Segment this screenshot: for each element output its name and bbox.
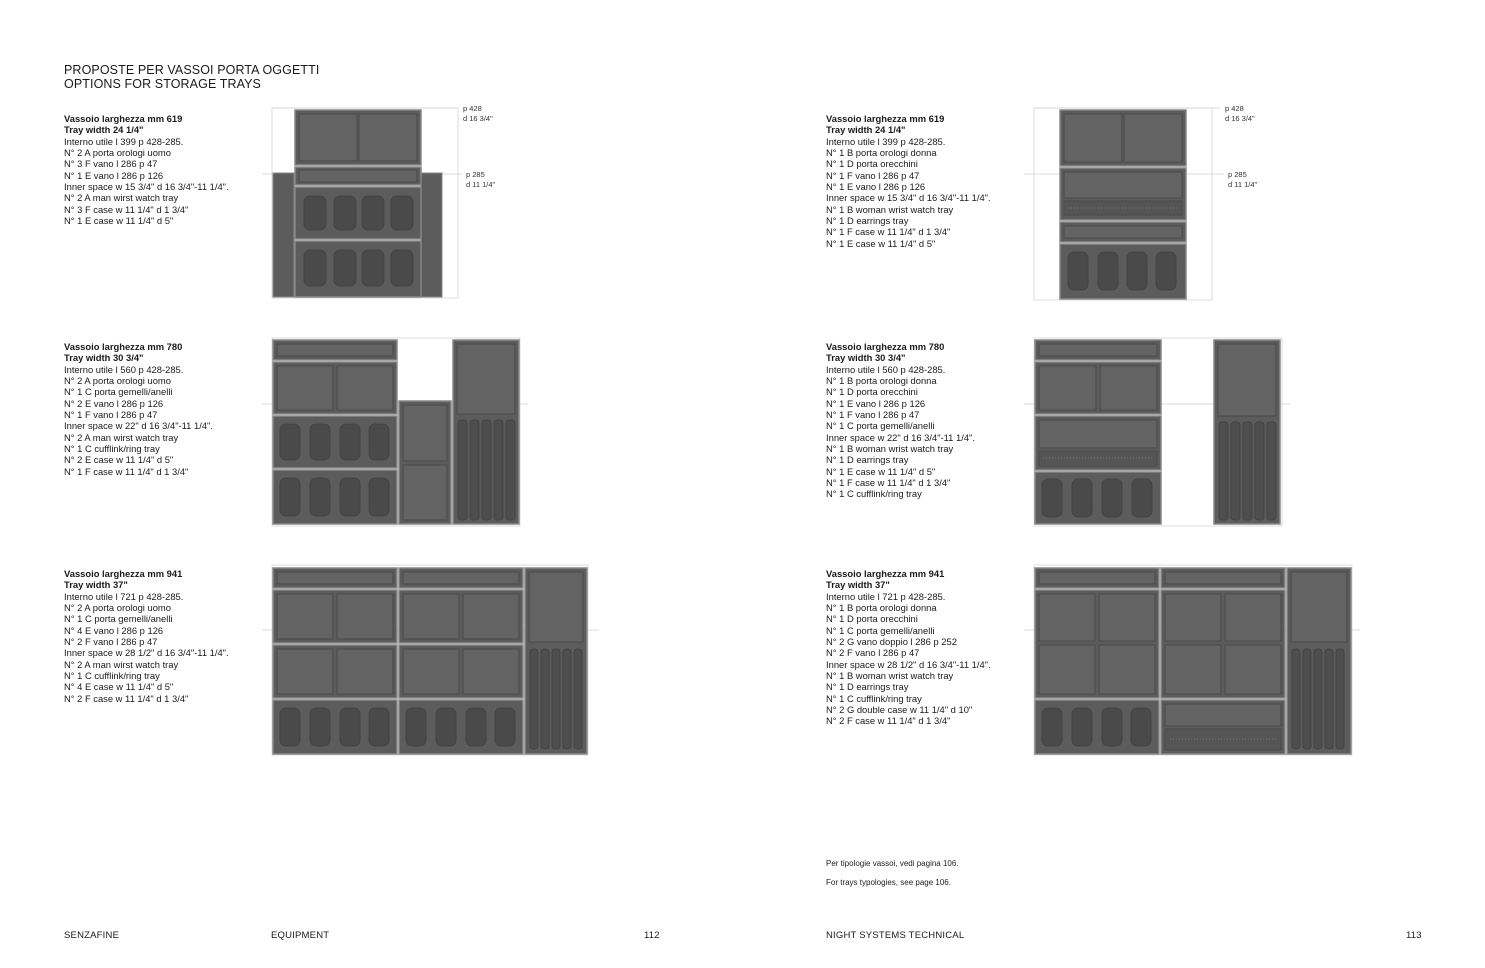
spec-title-en: Tray width 24 1/4" bbox=[826, 124, 906, 136]
spec-line: Inner space w 15 3/4" d 16 3/4"-11 1/4". bbox=[64, 181, 229, 193]
spec-line: N° 2 F vano l 286 p 47 bbox=[826, 647, 920, 659]
spec-title-en: Tray width 30 3/4" bbox=[826, 352, 906, 364]
spec-line: Interno utile l 721 p 428-285. bbox=[826, 590, 946, 602]
spec-line: N° 2 A man wirst watch tray bbox=[64, 431, 179, 443]
spec-line: N° 2 F case w 11 1/4" d 1 3/4" bbox=[826, 715, 951, 727]
depth-mm: p 428 bbox=[1225, 104, 1244, 113]
spec-line: N° 2 F vano l 286 p 47 bbox=[64, 636, 158, 648]
spec-title-en: Tray width 24 1/4" bbox=[64, 124, 144, 136]
tray-941-woman-watches-illustration bbox=[1024, 563, 1360, 757]
spec-block-619-right bbox=[826, 113, 1026, 249]
tray-619-woman-watches-illustration bbox=[1024, 100, 1224, 302]
spec-line: N° 1 E vano l 286 p 126 bbox=[64, 169, 164, 181]
spec-line: N° 1 E vano l 286 p 126 bbox=[826, 397, 926, 409]
note-italian: Per tipologie vassoi, vedi pagina 106. bbox=[826, 859, 959, 868]
spec-line: N° 2 F case w 11 1/4" d 1 3/4" bbox=[64, 692, 189, 704]
spec-line: N° 3 F vano l 286 p 47 bbox=[64, 158, 158, 170]
tray-780-woman-watches-illustration bbox=[1024, 336, 1290, 528]
spec-line: Interno utile l 399 p 428-285. bbox=[64, 135, 184, 147]
spec-block-619-left bbox=[64, 113, 264, 226]
spec-title-it: Vassoio larghezza mm 780 bbox=[64, 341, 183, 352]
tray-941-man-watches-illustration bbox=[262, 563, 598, 757]
spec-title-it: Vassoio larghezza mm 780 bbox=[826, 341, 945, 352]
spec-title-en: Tray width 37" bbox=[826, 579, 890, 591]
spec-line: N° 1 E case w 11 1/4" d 5" bbox=[826, 237, 936, 249]
depth-label-428-right bbox=[1225, 104, 1255, 123]
depth-label-285-right bbox=[1228, 170, 1257, 189]
spec-line: N° 1 C cufflink/ring tray bbox=[826, 692, 922, 704]
spec-line: N° 1 B woman wrist watch tray bbox=[826, 443, 954, 455]
depth-inch: d 16 3/4" bbox=[1225, 113, 1255, 123]
spec-line: N° 1 D earrings tray bbox=[826, 215, 909, 227]
spec-line: N° 1 D earrings tray bbox=[826, 454, 909, 466]
spec-line: N° 1 F case w 11 1/4" d 1 3/4" bbox=[64, 465, 189, 477]
spec-line: N° 1 E case w 11 1/4" d 5" bbox=[64, 215, 174, 227]
spec-line: N° 1 B porta orologi donna bbox=[826, 375, 937, 387]
spec-line: N° 1 D porta orecchini bbox=[826, 613, 918, 625]
depth-label-428-left bbox=[463, 104, 493, 123]
footer-section-right: NIGHT SYSTEMS TECHNICAL bbox=[826, 930, 965, 941]
spec-title-it: Vassoio larghezza mm 941 bbox=[826, 568, 945, 579]
spec-title-en: Tray width 37" bbox=[64, 579, 128, 591]
spec-line: Inner space w 28 1/2" d 16 3/4"-11 1/4". bbox=[64, 647, 229, 659]
footer-page-number-left: 112 bbox=[644, 930, 660, 941]
spec-line: N° 3 F case w 11 1/4" d 1 3/4" bbox=[64, 203, 189, 215]
spec-line: Inner space w 28 1/2" d 16 3/4"-11 1/4". bbox=[826, 658, 991, 670]
spec-title-en: Tray width 30 3/4" bbox=[64, 352, 144, 364]
depth-inch: d 11 1/4" bbox=[1228, 179, 1258, 189]
spec-line: N° 1 C cufflink/ring tray bbox=[64, 670, 160, 682]
spec-line: N° 1 C porta gemelli/anelli bbox=[64, 613, 173, 625]
spec-line: N° 2 G double case w 11 1/4" d 10" bbox=[826, 704, 973, 716]
spec-line: N° 2 G vano doppio l 286 p 252 bbox=[826, 636, 957, 648]
spec-line: N° 1 C porta gemelli/anelli bbox=[64, 386, 173, 398]
spec-line: N° 1 B woman wrist watch tray bbox=[826, 203, 954, 215]
spec-line: N° 2 A porta orologi uomo bbox=[64, 147, 171, 159]
spec-block-941-right bbox=[826, 568, 1026, 727]
spec-line: N° 1 E vano l 286 p 126 bbox=[826, 181, 926, 193]
spec-line: Inner space w 15 3/4" d 16 3/4"-11 1/4". bbox=[826, 192, 991, 204]
depth-mm: p 285 bbox=[466, 170, 485, 179]
spec-line: N° 1 B porta orologi donna bbox=[826, 602, 937, 614]
spec-line: N° 1 C porta gemelli/anelli bbox=[826, 420, 935, 432]
spec-line: N° 2 A man wirst watch tray bbox=[64, 192, 179, 204]
depth-mm: p 428 bbox=[463, 104, 482, 113]
spec-line: N° 4 E vano l 286 p 126 bbox=[64, 624, 164, 636]
spec-line: N° 2 A man wirst watch tray bbox=[64, 658, 179, 670]
tray-780-man-watches-illustration bbox=[262, 336, 528, 528]
spec-line: N° 1 F vano l 286 p 47 bbox=[826, 409, 920, 421]
spec-line: N° 1 D earrings tray bbox=[826, 681, 909, 693]
tray-619-man-watches-illustration bbox=[262, 100, 462, 300]
spec-line: N° 2 A porta orologi uomo bbox=[64, 602, 171, 614]
spec-line: N° 1 D porta orecchini bbox=[826, 158, 918, 170]
spec-line: Interno utile l 399 p 428-285. bbox=[826, 135, 946, 147]
spec-title-it: Vassoio larghezza mm 619 bbox=[826, 113, 945, 124]
spec-line: N° 1 F vano l 286 p 47 bbox=[64, 409, 158, 421]
spec-line: N° 1 C cufflink/ring tray bbox=[64, 443, 160, 455]
depth-mm: p 285 bbox=[1228, 170, 1247, 179]
spec-line: N° 1 E case w 11 1/4" d 5" bbox=[826, 465, 936, 477]
page-title bbox=[64, 63, 319, 91]
footer-brand: SENZAFINE bbox=[64, 930, 120, 941]
spec-line: N° 1 D porta orecchini bbox=[826, 386, 918, 398]
spec-line: N° 1 C cufflink/ring tray bbox=[826, 488, 922, 500]
spec-line: N° 1 F case w 11 1/4" d 1 3/4" bbox=[826, 226, 951, 238]
depth-inch: d 11 1/4" bbox=[466, 179, 496, 189]
note-english: For trays typologies, see page 106. bbox=[826, 878, 951, 887]
page-title-english: OPTIONS FOR STORAGE TRAYS bbox=[64, 77, 261, 91]
spec-line: N° 2 E case w 11 1/4" d 5" bbox=[64, 454, 174, 466]
spec-line: Inner space w 22" d 16 3/4"-11 1/4". bbox=[64, 420, 213, 432]
depth-inch: d 16 3/4" bbox=[463, 113, 493, 123]
spec-line: N° 1 F case w 11 1/4" d 1 3/4" bbox=[826, 477, 951, 489]
page-title-italian: PROPOSTE PER VASSOI PORTA OGGETTI bbox=[64, 63, 320, 77]
spec-line: N° 1 C porta gemelli/anelli bbox=[826, 624, 935, 636]
spec-line: Inner space w 22" d 16 3/4"-11 1/4". bbox=[826, 431, 975, 443]
spec-block-780-left bbox=[64, 341, 264, 477]
spec-title-it: Vassoio larghezza mm 619 bbox=[64, 113, 183, 124]
spec-line: N° 1 B porta orologi donna bbox=[826, 147, 937, 159]
spec-block-941-left bbox=[64, 568, 264, 704]
spec-line: N° 2 E vano l 286 p 126 bbox=[64, 397, 164, 409]
depth-label-285-left bbox=[466, 170, 495, 189]
spec-line: N° 1 F vano l 286 p 47 bbox=[826, 169, 920, 181]
spec-line: Interno utile l 560 p 428-285. bbox=[826, 363, 946, 375]
spec-block-780-right bbox=[826, 341, 1026, 500]
footer-section-left: EQUIPMENT bbox=[271, 930, 330, 941]
spec-line: N° 1 B woman wrist watch tray bbox=[826, 670, 954, 682]
spec-line: Interno utile l 560 p 428-285. bbox=[64, 363, 184, 375]
spec-line: N° 4 E case w 11 1/4" d 5" bbox=[64, 681, 174, 693]
spec-title-it: Vassoio larghezza mm 941 bbox=[64, 568, 183, 579]
spec-line: Interno utile l 721 p 428-285. bbox=[64, 590, 184, 602]
spec-line: N° 2 A porta orologi uomo bbox=[64, 375, 171, 387]
footer-page-number-right: 113 bbox=[1406, 930, 1422, 941]
